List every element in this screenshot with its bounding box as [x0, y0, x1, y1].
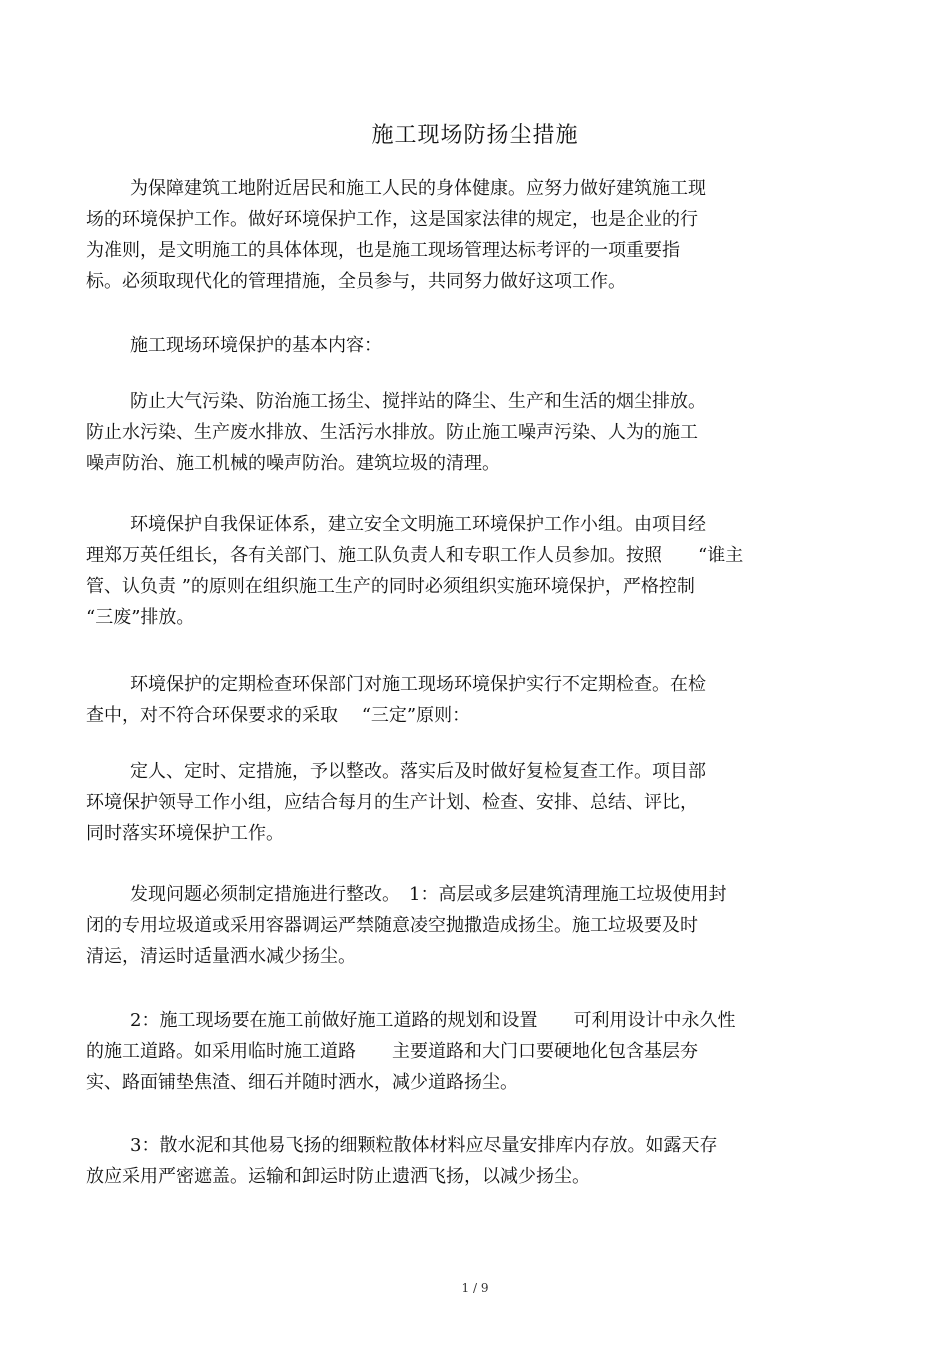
paragraph: [86, 386, 866, 479]
paragraph-line: 清运，清运时适量洒水减少扬尘。: [86, 946, 356, 967]
paragraph-line: 为保障建筑工地附近居民和施工人民的身体健康。应努力做好建筑施工现: [130, 178, 706, 199]
paragraph: [86, 509, 866, 633]
paragraph-line: 实、路面铺垫焦渣、细石并随时洒水，减少道路扬尘。: [86, 1072, 518, 1093]
paragraph: [86, 1005, 866, 1098]
paragraph: [86, 669, 866, 731]
paragraph-line: 闭的专用垃圾道或采用容器调运严禁随意凌空抛撒造成扬尘。施工垃圾要及时: [86, 915, 698, 936]
paragraph-line: 场的环境保护工作。做好环境保护工作，这是国家法律的规定，也是企业的行: [86, 209, 698, 230]
paragraph-line: 标。必须取现代化的管理措施，全员参与，共同努力做好这项工作。: [86, 271, 626, 292]
paragraph-line: 管、认负责 ”的原则在组织施工生产的同时必须组织实施环境保护，严格控制: [86, 576, 695, 597]
paragraph: [86, 756, 866, 849]
paragraph: [86, 330, 866, 361]
paragraph-line: 查中，对不符合环保要求的采取 “三定”原则：: [86, 705, 471, 726]
document-title: 施工现场防扬尘措施: [371, 123, 579, 148]
paragraph: [86, 879, 866, 972]
paragraph-line: 的施工道路。如采用临时施工道路 主要道路和大门口要硬地化包含基层夯: [86, 1041, 698, 1062]
paragraph-line: 理郑万英任组长，各有关部门、施工队负责人和专职工作人员参加。按照 “谁主: [86, 545, 744, 566]
paragraph-line: 施工现场环境保护的基本内容：: [130, 335, 382, 356]
paragraph-line: 3：散水泥和其他易飞扬的细颗粒散体材料应尽量安排库内存放。如露天存: [130, 1135, 718, 1156]
paragraph-line: 环境保护自我保证体系，建立安全文明施工环境保护工作小组。由项目经: [130, 514, 706, 535]
paragraph-line: 防止大气污染、防治施工扬尘、搅拌站的降尘、生产和生活的烟尘排放。: [130, 391, 706, 412]
paragraph-line: 噪声防治、施工机械的噪声防治。建筑垃圾的清理。: [86, 453, 500, 474]
paragraph-line: 2：施工现场要在施工前做好施工道路的规划和设置 可利用设计中永久性: [130, 1010, 736, 1031]
paragraph-line: 防止水污染、生产废水排放、生活污水排放。防止施工噪声污染、人为的施工: [86, 422, 698, 443]
paragraph-line: 为准则，是文明施工的具体体现，也是施工现场管理达标考评的一项重要指: [86, 240, 680, 261]
paragraph-line: 环境保护的定期检查环保部门对施工现场环境保护实行不定期检查。在检: [130, 674, 706, 695]
paragraph-line: “三废”排放。: [86, 607, 195, 628]
paragraph-line: 发现问题必须制定措施进行整改。 1：高层或多层建筑清理施工垃圾使用封: [130, 884, 727, 905]
paragraph: [86, 173, 866, 297]
paragraph-line: 放应采用严密遮盖。运输和卸运时防止遗洒飞扬，以减少扬尘。: [86, 1166, 590, 1187]
paragraph-line: 定人、定时、定措施，予以整改。落实后及时做好复检复查工作。项目部: [130, 761, 706, 782]
paragraph-line: 环境保护领导工作小组，应结合每月的生产计划、检查、安排、总结、评比，: [86, 792, 698, 813]
paragraph: [86, 1130, 866, 1192]
paragraph-line: 同时落实环境保护工作。: [86, 823, 284, 844]
page-number: 1 / 9: [461, 1281, 489, 1295]
